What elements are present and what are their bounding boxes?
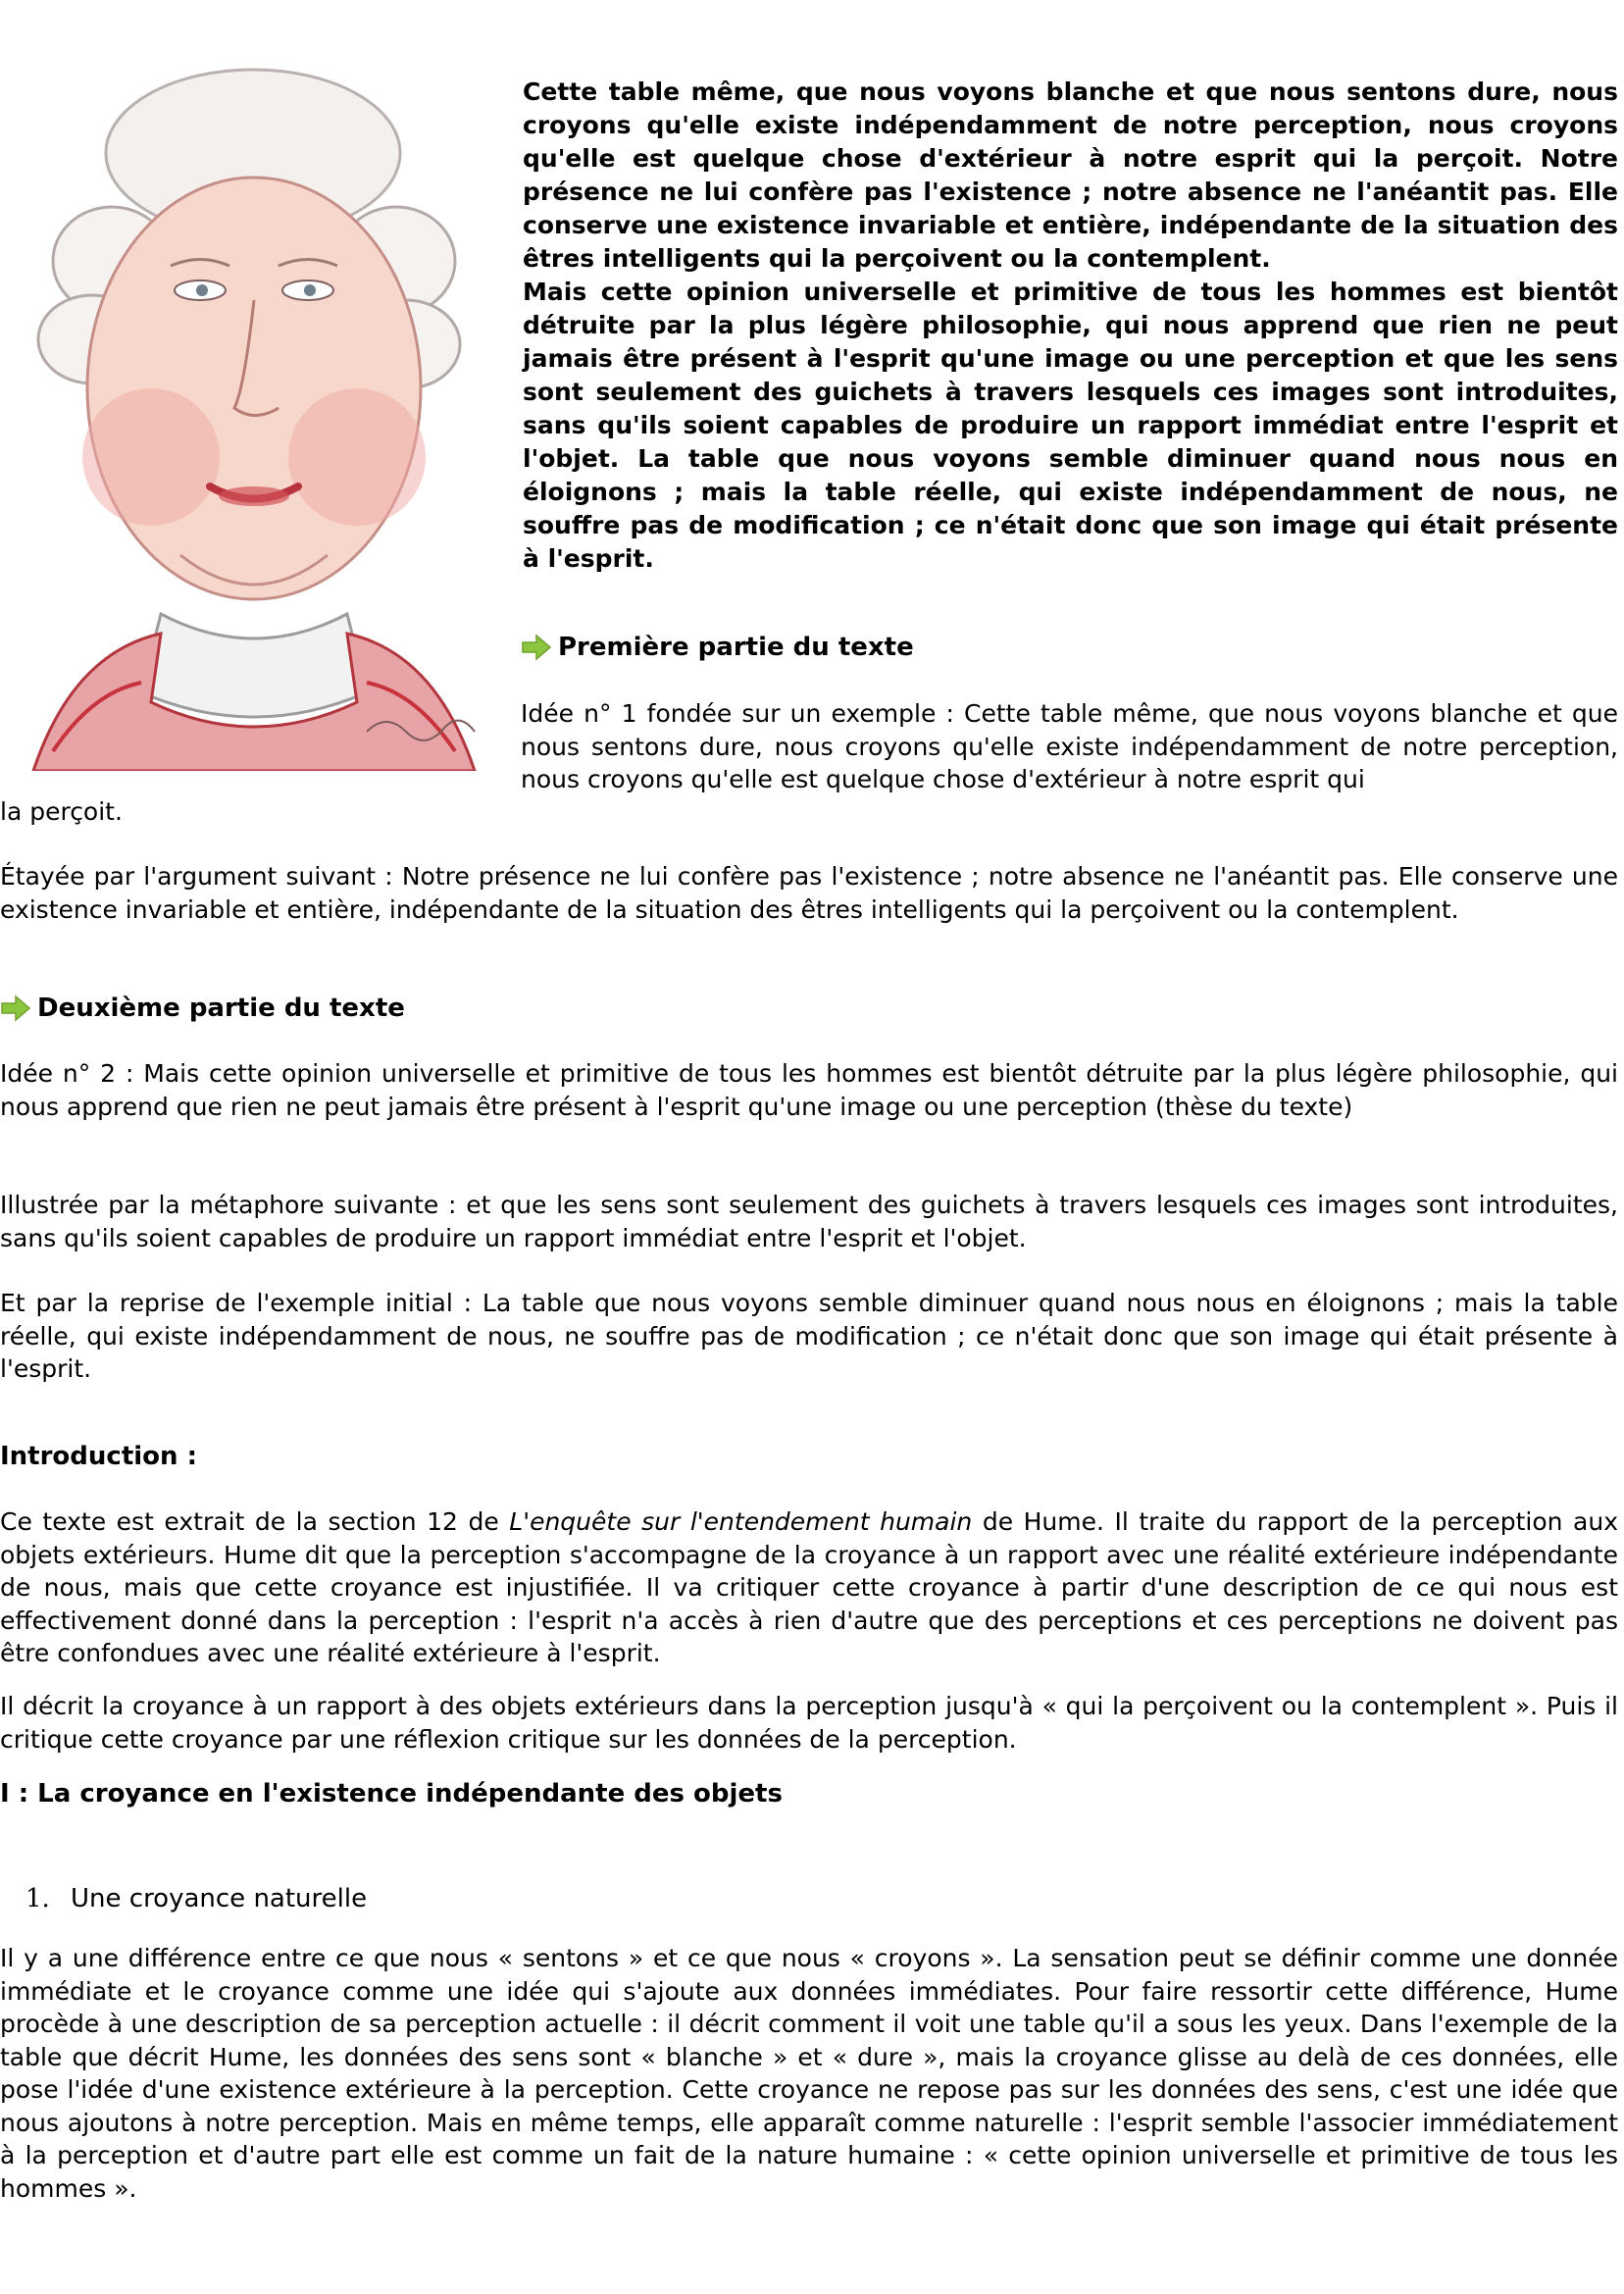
section-1-paragraph: Il y a une différence entre ce que nous « sentons » et ce que nous « croyons ». La sensation peut se définir comme une donnée immédiate et le croyance comme une idée qui s'ajoute aux données immédiates. Pour faire ressortir cette différence, Hume procède à une description de sa perception actuelle : il décrit comment il voit une table qu'il a sous les yeux. Dans l'exemple de la table que décrit Hume, les données des sens sont « blanche » et « dure », mais la croyance glisse au delà de ces données, elle pose l'idée d'une existence extérieure à la perception. Cette croyance ne repose pas sur les données des sens, c'est une idée que nous ajoutons à notre perception. Mais en même temps, elle apparaît comme naturelle : l'esprit semble l'associer immédiatement à la perception et d'autre part elle est comme un fait de la nature humaine : « cette opinion universelle et primitive de tous les hommes ». bbox=[0, 1944, 1618, 2203]
introduction-paragraph-1 bbox=[0, 1505, 1618, 1670]
green-arrow-icon bbox=[0, 994, 31, 1022]
introduction-heading: Introduction : bbox=[0, 1442, 197, 1471]
heading-part-1-label: Première partie du texte bbox=[558, 633, 914, 662]
illustree-paragraph: Illustrée par la métaphore suivante : et que les sens sont seulement des guichets à travers lesquels ces images sont introduites, sans qu'ils soient capables de produire un rapport immédiat entre l'esprit et l'objet. bbox=[0, 1191, 1618, 1252]
idee-2-paragraph: Idée n° 2 : Mais cette opinion universelle et primitive de tous les hommes est bientôt détruite par la plus légère philosophie, qui nous apprend que rien ne peut jamais être présent à l'esprit qu'une image ou une perception (thèse du texte) bbox=[0, 1059, 1618, 1121]
heading-part-1 bbox=[521, 631, 914, 664]
book-title: L'enquête sur l'entendement humain bbox=[509, 1507, 973, 1536]
reprise-paragraph: Et par la reprise de l'exemple initial : La table que nous voyons semble diminuer quand nous nous en éloignons ; mais la table réelle, qui existe indépendamment de nous, ne souffre pas de modification ; ce n'était donc que son image qui était présente à l'esprit. bbox=[0, 1289, 1618, 1383]
portrait-illustration bbox=[14, 65, 492, 771]
quote-paragraph-2: Mais cette opinion universelle et primitive de tous les hommes est bientôt détruite par la plus légère philosophie, qui nous apprend que rien ne peut jamais être présent à l'esprit qu'une image ou une perception et que les sens sont seulement des guichets à travers lesquels ces images sont introduites, sans qu'ils soient capables de produire un rapport immédiat entre l'esprit et l'objet. La table que nous voyons semble diminuer quand nous nous en éloignons ; mais la table réelle, qui existe indépendamment de nous, ne souffre pas de modification ; ce n'était donc que son image qui était présente à l'esprit. bbox=[523, 278, 1618, 573]
introduction-paragraph-2: Il décrit la croyance à un rapport à des objets extérieurs dans la perception jusqu'à « qui la perçoivent ou la contemplent ». Puis il critique cette croyance par une réflexion critique sur les données de la perception. bbox=[0, 1692, 1618, 1754]
idee-1-tail: la perçoit. bbox=[0, 797, 123, 826]
heading-part-2 bbox=[0, 992, 405, 1025]
intro-text-after: de Hume. Il traite du rapport de la perception aux objets extérieurs. Hume dit que la perception s'accompagne de la croyance à un rapport avec une réalité extérieure indépendante de nous, mais que cette croyance est injustifiée. Il va critiquer cette croyance à partir d'une description de ce qui nous est effectivement donné dans la perception : l'esprit n'a accès à rien d'autre que des perceptions et ces perceptions ne doivent pas être confondues avec une réalité extérieure à l'esprit. bbox=[0, 1507, 1619, 1667]
etayee-paragraph: Étayée par l'argument suivant : Notre présence ne lui confère pas l'existence ; notre absence ne l'anéantit pas. Elle conserve une existence invariable et entière, indépendante de la situation des êtres intelligents qui la perçoivent ou la contemplent. bbox=[0, 862, 1618, 924]
green-arrow-icon bbox=[521, 634, 552, 661]
heading-part-2-label: Deuxième partie du texte bbox=[37, 994, 405, 1023]
subheading-label: Une croyance naturelle bbox=[71, 1884, 368, 1913]
idee-1-paragraph: Idée n° 1 fondée sur un exemple : Cette table même, que nous voyons blanche et que nous sentons dure, nous croyons qu'elle existe indépendamment de notre perception, nous croyons qu'elle est quelque chose d'extérieur à notre esprit qui bbox=[521, 699, 1618, 793]
intro-text-before: Ce texte est extrait de la section 12 de bbox=[0, 1507, 510, 1536]
quoted-text-block bbox=[523, 76, 1618, 576]
numbered-subheading bbox=[25, 1882, 367, 1915]
section-1-heading: I : La croyance en l'existence indépendante des objets bbox=[0, 1779, 783, 1809]
subheading-number: 1. bbox=[25, 1884, 50, 1913]
quote-paragraph-1: Cette table même, que nous voyons blanche et que nous sentons dure, nous croyons qu'elle existe indépendamment de notre perception, nous croyons qu'elle est quelque chose d'extérieur à notre esprit qui la perçoit. Notre présence ne lui confère pas l'existence ; notre absence ne l'anéantit pas. Elle conserve une existence invariable et entière, indépendante de la situation des êtres intelligents qui la perçoivent ou la contemplent. bbox=[523, 77, 1618, 273]
